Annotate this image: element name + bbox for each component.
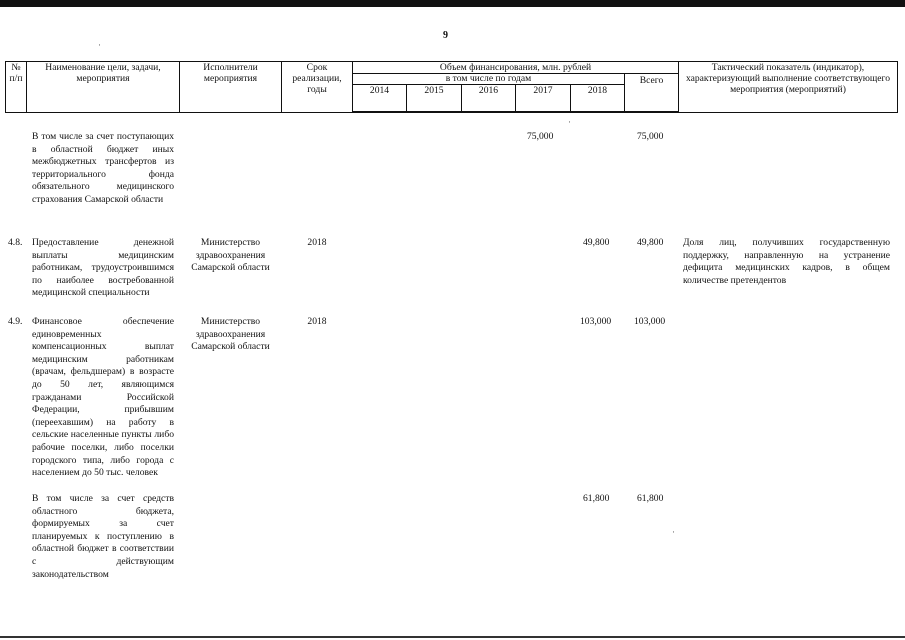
header-name: Наименование цели, задачи, мероприятия bbox=[26, 61, 180, 113]
header-period: Срок реализации, годы bbox=[281, 61, 353, 113]
header-indicator: Тактический показатель (индикатор), характеризующий выполнение соответствующего мероприятия (мероприятий) bbox=[678, 61, 898, 113]
header-by-years: в том числе по годам bbox=[353, 73, 625, 85]
row-name: Финансовое обеспечение единовременных компенсационных выплат медицинским работникам (врачам, фельдшерам) в возрасте до 50 лет, являющимся гражданами Российской Федерации, прибывшим (переехавшим) на работу в сельские населенные пункты либо рабочие поселки, либо поселки городского типа, либо города с населением до 50 тыс. человек bbox=[32, 316, 174, 479]
row-period: 2018 bbox=[307, 316, 327, 327]
header-year-2018: 2018 bbox=[571, 85, 625, 112]
bottom-border-line bbox=[0, 636, 905, 638]
header-year-2017: 2017 bbox=[516, 85, 571, 112]
row-number: 4.9. bbox=[8, 316, 23, 327]
scan-speck: · bbox=[98, 40, 101, 50]
page-number: 9 bbox=[443, 30, 448, 41]
header-total: Всего bbox=[625, 73, 679, 112]
scan-speck: · bbox=[672, 527, 675, 537]
row-total: 75,000 bbox=[637, 131, 664, 142]
row-total: 49,800 bbox=[637, 237, 664, 248]
row-executor: Министерство здравоохранения Самарской области bbox=[191, 237, 270, 274]
row-total: 103,000 bbox=[634, 316, 666, 327]
scan-speck: · bbox=[568, 117, 571, 127]
top-border-bar bbox=[0, 0, 905, 7]
header-year-2015: 2015 bbox=[407, 85, 462, 112]
header-year-2016: 2016 bbox=[462, 85, 516, 112]
row-name: В том числе за счет средств областного бюджета, формируемых за счет планируемых к поступлению в областной бюджет в соответствии с действующим законодательством bbox=[32, 493, 174, 580]
row-name: В том числе за счет поступающих в областной бюджет иных межбюджетных трансфертов из территориального фонда обязательного медицинского страхования Самарской области bbox=[32, 131, 174, 205]
row-value-2018: 49,800 bbox=[583, 237, 610, 248]
header-num: № п/п bbox=[5, 61, 27, 113]
row-executor: Министерство здравоохранения Самарской области bbox=[191, 316, 270, 353]
header-year-2014: 2014 bbox=[353, 85, 407, 112]
header-funding: Объем финансирования, млн. рублей bbox=[353, 62, 678, 74]
row-value-2017: 75,000 bbox=[527, 131, 554, 142]
row-indicator: Доля лиц, получивших государственную поддержку, направленную на устранение дефицита медицинских кадров, в общем количестве претендентов bbox=[683, 237, 890, 286]
header-executors: Исполнители мероприятия bbox=[179, 61, 282, 113]
row-value-2018: 103,000 bbox=[580, 316, 612, 327]
row-total: 61,800 bbox=[637, 493, 664, 504]
row-name: Предоставление денежной выплаты медицинским работникам, трудоустроившимся по наиболее востребованной медицинской специальности bbox=[32, 237, 174, 299]
row-number: 4.8. bbox=[8, 237, 23, 248]
row-value-2018: 61,800 bbox=[583, 493, 610, 504]
row-period: 2018 bbox=[307, 237, 327, 248]
